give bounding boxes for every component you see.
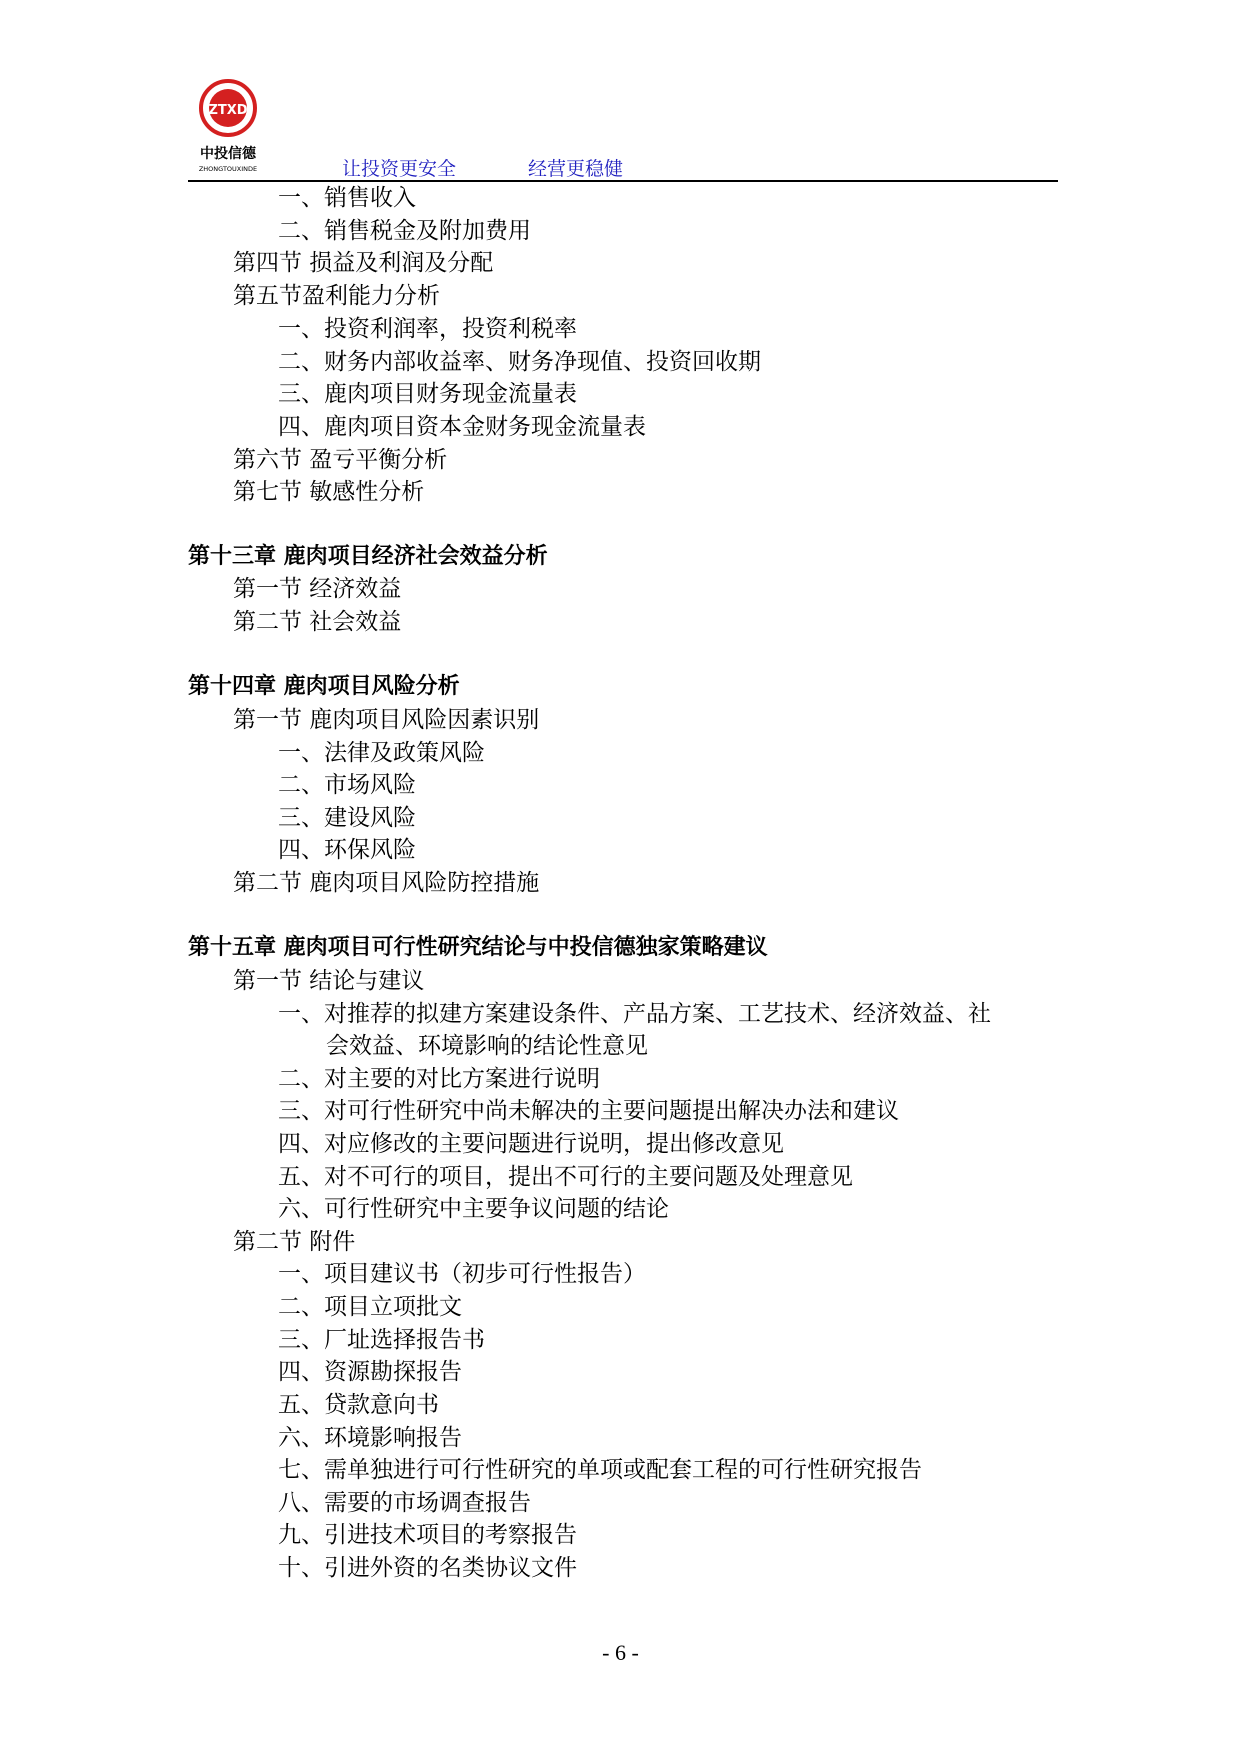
toc-section: 第二节 附件: [233, 1229, 356, 1255]
toc-item: 四、资源勘探报告: [278, 1359, 462, 1385]
toc-item: 七、需单独进行可行性研究的单项或配套工程的可行性研究报告: [278, 1457, 922, 1483]
toc-item: 一、投资利润率，投资利税率: [278, 316, 577, 342]
toc-item: 三、厂址选择报告书: [278, 1327, 485, 1353]
page-number: - 6 -: [602, 1640, 639, 1665]
toc-item: 一、销售收入: [278, 185, 416, 211]
toc-item: 九、引进技术项目的考察报告: [278, 1522, 577, 1548]
toc-section: 第二节 社会效益: [233, 609, 402, 635]
toc-item: 二、财务内部收益率、财务净现值、投资回收期: [278, 349, 761, 375]
svg-text:ZTXD: ZTXD: [208, 103, 248, 118]
toc-item: 三、建设风险: [278, 805, 416, 831]
toc-section: 第一节 结论与建议: [233, 968, 425, 994]
toc-section: 第五节盈利能力分析: [233, 283, 440, 309]
toc-item: 三、对可行性研究中尚未解决的主要问题提出解决办法和建议: [278, 1098, 899, 1124]
toc-item: 二、对主要的对比方案进行说明: [278, 1066, 600, 1092]
toc-item: 六、环境影响报告: [278, 1425, 462, 1451]
toc-item: 四、环保风险: [278, 837, 416, 863]
toc-item: 四、鹿肉项目资本金财务现金流量表: [278, 414, 646, 440]
toc-item-continued: 会效益、环境影响的结论性意见: [326, 1033, 648, 1059]
toc-section: 第二节 鹿肉项目风险防控措施: [233, 870, 540, 896]
toc-item: 二、项目立项批文: [278, 1294, 462, 1320]
toc-section: 第一节 鹿肉项目风险因素识别: [233, 707, 540, 733]
toc-item: 三、鹿肉项目财务现金流量表: [278, 381, 577, 407]
toc-chapter: 第十四章 鹿肉项目风险分析: [188, 674, 460, 699]
toc-item: 五、对不可行的项目，提出不可行的主要问题及处理意见: [278, 1164, 853, 1190]
svg-text:ZHONGTOUXINDE: ZHONGTOUXINDE: [198, 165, 258, 173]
toc-item: 十、引进外资的名类协议文件: [278, 1555, 577, 1581]
toc-item: 一、对推荐的拟建方案建设条件、产品方案、工艺技术、经济效益、社: [278, 1001, 991, 1027]
company-logo: [188, 78, 268, 178]
toc-item: 二、销售税金及附加费用: [278, 218, 531, 244]
toc-section: 第四节 损益及利润及分配: [233, 250, 494, 276]
toc-section: 第七节 敏感性分析: [233, 479, 425, 505]
toc-item: 二、市场风险: [278, 772, 416, 798]
header-slogan-1: 让投资更安全: [342, 158, 457, 180]
toc-chapter: 第十五章 鹿肉项目可行性研究结论与中投信德独家策略建议: [188, 935, 768, 960]
toc-item: 八、需要的市场调查报告: [278, 1490, 531, 1516]
toc-section: 第一节 经济效益: [233, 576, 402, 602]
toc-chapter: 第十三章 鹿肉项目经济社会效益分析: [188, 544, 548, 569]
toc-section: 第六节 盈亏平衡分析: [233, 447, 448, 473]
toc-item: 一、项目建议书（初步可行性报告）: [278, 1261, 646, 1287]
page-header: [188, 78, 1058, 182]
toc-item: 四、对应修改的主要问题进行说明，提出修改意见: [278, 1131, 784, 1157]
svg-text:中投信德: 中投信德: [200, 146, 256, 162]
toc-item: 五、贷款意向书: [278, 1392, 439, 1418]
toc-item: 一、法律及政策风险: [278, 740, 485, 766]
toc-item: 六、可行性研究中主要争议问题的结论: [278, 1196, 669, 1222]
header-slogan-2: 经营更稳健: [528, 158, 624, 180]
